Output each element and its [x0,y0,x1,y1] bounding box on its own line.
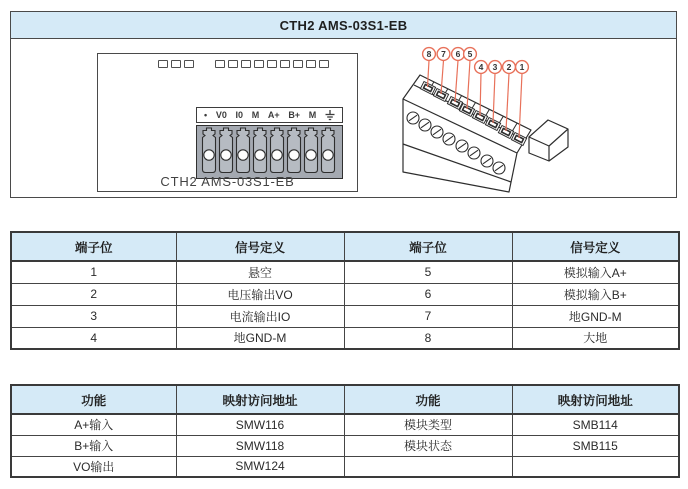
terminal-label-b-plus: B+ [288,110,301,120]
earth-ground-icon [325,110,335,121]
table-row [11,327,679,349]
figure-title: CTH2 AMS-03S1-EB [279,17,408,33]
cell: 地GND-M [176,327,344,349]
cell: A+输入 [11,414,176,435]
callout-1: 1 [519,62,525,72]
cell: 悬空 [176,261,344,283]
cell: 大地 [512,327,679,349]
cell: 7 [344,305,512,327]
terminal-block [196,125,343,179]
led-square [228,60,238,68]
cell: 电压输出VO [176,283,344,305]
address-table-header-row [11,385,679,414]
terminal-label-strip [196,107,343,123]
terminal-label-m1: M [251,110,260,120]
led-square [267,60,277,68]
table-row [11,456,679,477]
callout-8: 8 [426,49,432,59]
led-square [293,60,303,68]
header-function-2: 功能 [344,385,512,414]
callout-7: 7 [441,49,446,59]
cell: 模拟输入A+ [512,261,679,283]
cell: SMW116 [176,414,344,435]
cell: B+输入 [11,435,176,456]
cell: SMW124 [176,456,344,477]
header-signal-def-1: 信号定义 [176,232,344,261]
cell: 5 [344,261,512,283]
address-table [10,384,680,478]
led-square [171,60,181,68]
cell [512,456,679,477]
header-map-address-2: 映射访问地址 [512,385,679,414]
table-row [11,435,679,456]
figure-panel [10,11,677,198]
connector-drawing [391,43,686,201]
header-map-address-1: 映射访问地址 [176,385,344,414]
callout-circles [423,48,529,74]
led-square [280,60,290,68]
module-drawing [97,53,358,192]
header-terminal-pos-1: 端子位 [11,232,176,261]
cell: 模块类型 [344,414,512,435]
terminal-table [10,231,680,350]
cell [344,456,512,477]
led-square [241,60,251,68]
cell: 8 [344,327,512,349]
led-group-left [158,60,194,68]
cell: 2 [11,283,176,305]
led-square [158,60,168,68]
header-signal-def-2: 信号定义 [512,232,679,261]
terminal-table-header-row [11,232,679,261]
cell: SMW118 [176,435,344,456]
table-row [11,414,679,435]
terminal-label-dot: • [204,110,208,120]
cell: 电流输出IO [176,305,344,327]
callout-6: 6 [455,49,461,59]
cell: 3 [11,305,176,327]
terminal-label-m2: M [308,110,317,120]
cell: 4 [11,327,176,349]
callout-3: 3 [492,62,498,72]
cell: 地GND-M [512,305,679,327]
table-row [11,305,679,327]
led-square [306,60,316,68]
callout-2: 2 [506,62,512,72]
callout-4: 4 [478,62,484,72]
led-square [215,60,225,68]
cell: VO输出 [11,456,176,477]
callout-5: 5 [467,49,473,59]
led-square [254,60,264,68]
terminal-label-i0: I0 [235,110,244,120]
terminal-block-drawing [197,126,341,177]
header-terminal-pos-2: 端子位 [344,232,512,261]
led-square [319,60,329,68]
led-indicator-row [98,60,357,70]
terminal-label-v0: V0 [215,110,227,120]
header-function-1: 功能 [11,385,176,414]
table-row [11,261,679,283]
table-row [11,283,679,305]
cell: SMB114 [512,414,679,435]
figure-title-bar [11,12,676,39]
terminal-label-a-plus: A+ [267,110,280,120]
cell: 6 [344,283,512,305]
cell: 1 [11,261,176,283]
led-group-right [215,60,329,68]
cell: 模拟输入B+ [512,283,679,305]
led-square [184,60,194,68]
cell: SMB115 [512,435,679,456]
module-caption: CTH2 AMS-03S1-EB [160,174,295,189]
cell: 模块状态 [344,435,512,456]
